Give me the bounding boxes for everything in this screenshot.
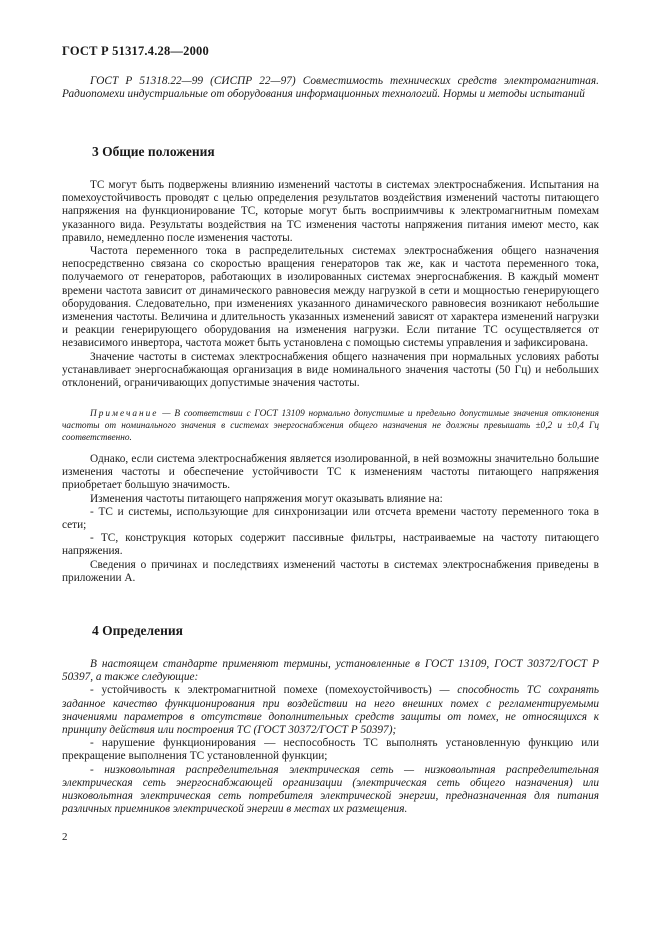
note-label: Примечание bbox=[90, 409, 159, 419]
paragraph: Сведения о причинах и последствиях изменений частоты в системах электроснабжения приведены в приложении А. bbox=[62, 558, 599, 584]
definition: — способность ТС сохранять заданное качество функционирования при воздействии на него внешних помех с регламентируемыми значениями параметров в отсутствие дополнительных средств защиты от помех, не относящихся к принципу действия или построения ТС (ГОСТ 30372/ГОСТ Р 50397); bbox=[62, 684, 599, 737]
paragraph: Частота переменного тока в распределительных системах электроснабжения общего назначения непосредственно связана со скоростью вращения генераторов так же, как и частота переменного тока, получаемого от генераторов, работающих в изолированных системах энергоснабжения. В каждый момент времени частота зависит от динамического равновесия между нагрузкой в сети и мощностью генерирующего оборудования. Следовательно, при изменениях указанного динамического равновесия возникают небольшие изменения частоты. Величина и длительность указанных изменений зависят от характера изменений нагрузки и реакции генерирующего оборудования на изменения нагрузки. Если питание ТС осуществляется от независимого инвертора, частота может быть установлена с помощью системы управления и зафиксирована. bbox=[62, 245, 599, 350]
section-3-title: 3 Общие положения bbox=[92, 144, 215, 159]
section-4-body bbox=[62, 658, 599, 816]
document-header: ГОСТ Р 51317.4.28—2000 bbox=[62, 44, 209, 58]
section-3-body-continued bbox=[62, 453, 599, 585]
paragraph: ТС могут быть подвержены влиянию изменений частоты в системах электроснабжения. Испытания на помехоустойчивость проводят с целью определения результатов воздействия изменений частоты питающего напряжения на функционирование ТС, которые могут быть восприимчивы к электромагнитным помехам указанного вида. Результаты воздействия на ТС изменения частоты напряжения питания имеют место, как правило, немедленно после изменения частоты. bbox=[62, 179, 599, 244]
paragraph: Изменения частоты питающего напряжения могут оказывать влияние на: bbox=[90, 492, 443, 505]
list-item: - ТС, конструкция которых содержит пассивные фильтры, настраиваемые на частоту питающего напряжения. bbox=[62, 532, 599, 558]
paragraph: Значение частоты в системах электроснабжения общего назначения при нормальных условиях работы устанавливает энергоснабжающая организация в виде номинального значения частоты (50 Гц) и небольших отклонений, ограничивающих допустимые значения частоты. bbox=[62, 350, 599, 390]
reference-text: ГОСТ Р 51318.22—99 (СИСПР 22—97) Совместимость технических средств электромагнитная. Радиопомехи индустриальные от оборудования информационных технологий. Нормы и методы испытаний bbox=[62, 75, 599, 101]
paragraph: Однако, если система электроснабжения является изолированной, в ней возможны значительно большие изменения частоты и обеспечение устойчивости ТС к изменениям частоты питающего напряжения приобретает большую значимость. bbox=[62, 453, 599, 492]
list-item: - ТС и системы, использующие для синхронизации или отсчета времени частоту переменного тока в сети; bbox=[62, 505, 599, 532]
section-3-body bbox=[62, 179, 599, 390]
list-item: - нарушение функционирования — неспособность ТС выполнять установленную функцию или прекращение выполнения ТС установленной функции; bbox=[62, 737, 599, 763]
normative-reference bbox=[62, 75, 599, 101]
section-4-title: 4 Определения bbox=[92, 623, 183, 638]
term: - устойчивость к электромагнитной помехе (помехоустойчивость) bbox=[90, 684, 432, 697]
page-number: 2 bbox=[62, 831, 68, 843]
paragraph: В настоящем стандарте применяют термины, установленные в ГОСТ 13109, ГОСТ 30372/ГОСТ Р 50397, а также следующие: bbox=[62, 658, 599, 684]
note-text: — В соответствии с ГОСТ 13109 нормально допустимые и предельно допустимые значения отклонения частоты от номинального значения в системах энергоснабжения общего назначения не должны превышать ±0,2 и ±0,4 Гц соответственно. bbox=[62, 409, 599, 444]
list-item: - низковольтная распределительная электрическая сеть — низковольтная распределительная электрическая сеть энергоснабжающей организации (электрическая сеть общего назначения) или низковольтная электрическая сеть потребителя электрической энергии, предназначенная для питания различных приемников электрической энергии в местах их размещения. bbox=[62, 763, 599, 816]
note bbox=[62, 408, 599, 445]
